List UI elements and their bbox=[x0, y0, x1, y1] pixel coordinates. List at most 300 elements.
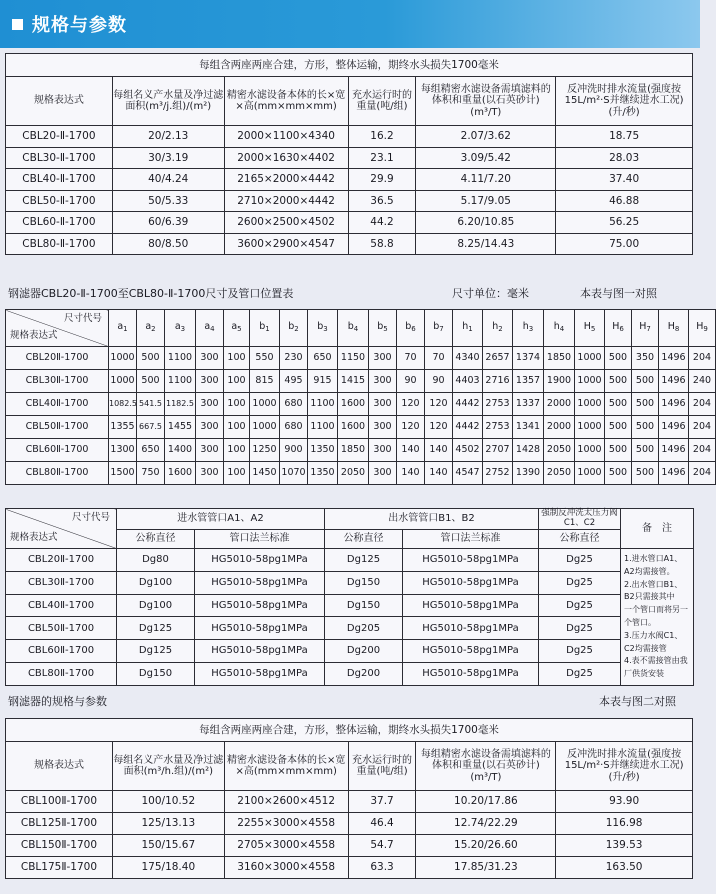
dims-col-header bbox=[224, 310, 250, 347]
remarks-note-line: 2.出水管口B1、B2只需接其中 bbox=[624, 579, 683, 602]
dims-col-header bbox=[397, 310, 425, 347]
dims-cell: 500 bbox=[632, 462, 659, 485]
spec1-cell: 2710×2000×4442 bbox=[224, 190, 348, 212]
pipes-cell: CBL20Ⅱ-1700 bbox=[6, 549, 117, 572]
spec1-cell: CBL20-Ⅱ-1700 bbox=[6, 126, 113, 148]
dims-cell: 1496 bbox=[659, 462, 689, 485]
dims-cell: 1000 bbox=[575, 393, 605, 416]
dims-cell: CBL80Ⅱ-1700 bbox=[6, 462, 109, 485]
spec1-cell: 40/4.24 bbox=[112, 169, 224, 191]
dims-cell: 1300 bbox=[109, 439, 137, 462]
spec2-row bbox=[6, 813, 693, 835]
dims-cell: 2752 bbox=[483, 462, 513, 485]
spec1-cell: 8.25/14.43 bbox=[416, 233, 556, 255]
dims-col-subscript: 6 bbox=[411, 325, 416, 334]
spec2-cell: 63.3 bbox=[348, 857, 416, 879]
dims-cell: 500 bbox=[605, 439, 632, 462]
spec2-caption: 钢滤器的规格与参数 bbox=[8, 695, 107, 708]
dims-cell: CBL30Ⅱ-1700 bbox=[6, 370, 109, 393]
spec-table-2-span: 每组含两座两座合建，方形，整体运输，期终水头损失1700毫米 bbox=[6, 719, 693, 742]
dims-cell: 4340 bbox=[453, 347, 483, 370]
dims-cell: 915 bbox=[308, 370, 338, 393]
dims-col-subscript: 1 bbox=[468, 325, 473, 334]
dims-col-subscript: 9 bbox=[703, 325, 708, 334]
spec2-row bbox=[6, 791, 693, 813]
pipes-cell: HG5010-58pg1MPa bbox=[403, 549, 539, 572]
dims-row bbox=[6, 347, 716, 370]
dims-cell: 1900 bbox=[544, 370, 575, 393]
pipes-cell: HG5010-58pg1MPa bbox=[403, 594, 539, 617]
dims-col-letter: H bbox=[696, 321, 704, 333]
dims-cell: 204 bbox=[689, 439, 716, 462]
spec2-cell: 2255×3000×4558 bbox=[224, 813, 348, 835]
dims-cell: 550 bbox=[250, 347, 280, 370]
dims-cell: 500 bbox=[632, 416, 659, 439]
dims-cell: 4502 bbox=[453, 439, 483, 462]
dims-cell: 1100 bbox=[308, 416, 338, 439]
dims-cell: 1150 bbox=[338, 347, 369, 370]
dims-caption: 钢滤器CBL20-Ⅱ-1700至CBL80-Ⅱ-1700尺寸及管口位置表 bbox=[8, 287, 294, 300]
spec2-cell: CBL100Ⅱ-1700 bbox=[6, 791, 113, 813]
spec2-cell: CBL125Ⅱ-1700 bbox=[6, 813, 113, 835]
outlet-header: 出水管管口B1、B2 bbox=[325, 509, 539, 530]
dims-cell: 1496 bbox=[659, 347, 689, 370]
pipes-cell: HG5010-58pg1MPa bbox=[195, 549, 325, 572]
dims-cell: 300 bbox=[196, 370, 224, 393]
pipes-cell: HG5010-58pg1MPa bbox=[195, 594, 325, 617]
pipes-cell: Dg205 bbox=[325, 617, 403, 640]
dims-col-subscript: 2 bbox=[498, 325, 503, 334]
spec2-header-cell: 每组名义产水量及净过滤面积(m³/h.组)/(m²) bbox=[112, 742, 224, 791]
backwash-header: 强制反冲洗太压力阀C1、C2 bbox=[539, 509, 621, 530]
dims-cell: 230 bbox=[280, 347, 308, 370]
dims-col-letter: a bbox=[231, 321, 238, 333]
dims-col-letter: H bbox=[583, 321, 591, 333]
dims-col-header bbox=[483, 310, 513, 347]
dims-cell: 1415 bbox=[338, 370, 369, 393]
spec1-header-cell: 精密水滤设备本体的长×宽×高(mm×mm×mm) bbox=[224, 77, 348, 126]
dims-table bbox=[5, 309, 716, 485]
spec2-cell: 116.98 bbox=[556, 813, 693, 835]
dims-col-subscript: 4 bbox=[353, 325, 359, 334]
dims-col-header bbox=[369, 310, 397, 347]
dims-cell: 2753 bbox=[483, 416, 513, 439]
inlet-nominal-header: 公称直径 bbox=[117, 530, 195, 549]
spec2-header-cell: 每组精密水滤设备需填滤料的体积和重量(以石英砂计)(m³/T) bbox=[416, 742, 556, 791]
dims-cell: 1455 bbox=[165, 416, 196, 439]
spec1-cell: 6.20/10.85 bbox=[416, 212, 556, 234]
dims-cell: 1000 bbox=[250, 393, 280, 416]
dims-cell: 300 bbox=[369, 347, 397, 370]
dims-col-subscript: 8 bbox=[674, 325, 680, 334]
dims-cell: 4442 bbox=[453, 416, 483, 439]
pipes-cell: CBL60Ⅱ-1700 bbox=[6, 640, 117, 663]
dims-cell: 1350 bbox=[308, 462, 338, 485]
dims-cell: 900 bbox=[280, 439, 308, 462]
spec1-cell: 2165×2000×4442 bbox=[224, 169, 348, 191]
inlet-header: 进水管管口A1、A2 bbox=[117, 509, 325, 530]
dims-cell: 100 bbox=[224, 439, 250, 462]
dims-cell: 1450 bbox=[250, 462, 280, 485]
spec1-cell: 29.9 bbox=[348, 169, 416, 191]
dims-col-letter: b bbox=[259, 321, 266, 333]
dims-cell: 300 bbox=[369, 439, 397, 462]
pipes-cell: Dg150 bbox=[325, 571, 403, 594]
dims-cell: 100 bbox=[224, 370, 250, 393]
pipes-cell: Dg25 bbox=[539, 571, 621, 594]
dims-cell: 1000 bbox=[575, 370, 605, 393]
dims-cell: 500 bbox=[605, 347, 632, 370]
dims-cell: 300 bbox=[369, 462, 397, 485]
dims-cell: 680 bbox=[280, 393, 308, 416]
spec1-header-cell: 充水运行时的重量(吨/组) bbox=[348, 77, 416, 126]
dims-col-subscript: 4 bbox=[559, 325, 565, 334]
dims-cell: 300 bbox=[196, 439, 224, 462]
dims-cell: 2000 bbox=[544, 393, 575, 416]
dims-cell: 204 bbox=[689, 393, 716, 416]
dims-cell: 90 bbox=[397, 370, 425, 393]
dims-col-subscript: 7 bbox=[439, 325, 444, 334]
dims-col-subscript: 6 bbox=[619, 325, 624, 334]
spec1-cell: 50/5.33 bbox=[112, 190, 224, 212]
dims-col-subscript: 3 bbox=[323, 325, 328, 334]
pipes-cell: Dg125 bbox=[117, 640, 195, 663]
dims-cell: 667.5 bbox=[137, 416, 165, 439]
pipes-cell: Dg125 bbox=[325, 549, 403, 572]
spec2-cell: 150/15.67 bbox=[112, 835, 224, 857]
spec1-row bbox=[6, 126, 693, 148]
dims-cell: 300 bbox=[369, 370, 397, 393]
spec1-cell: 2600×2500×4502 bbox=[224, 212, 348, 234]
dims-cell: 680 bbox=[280, 416, 308, 439]
dims-col-header bbox=[544, 310, 575, 347]
spec1-cell: 4.11/7.20 bbox=[416, 169, 556, 191]
spec2-cell: 175/18.40 bbox=[112, 857, 224, 879]
dims-unit-label: 尺寸单位：毫米 bbox=[452, 287, 529, 300]
spec2-cell: 125/13.13 bbox=[112, 813, 224, 835]
spec1-cell: CBL50-Ⅱ-1700 bbox=[6, 190, 113, 212]
dims-row bbox=[6, 462, 716, 485]
dims-cell: 1600 bbox=[165, 462, 196, 485]
dims-cell: 300 bbox=[369, 416, 397, 439]
dims-cell: 1000 bbox=[575, 347, 605, 370]
dims-col-header bbox=[137, 310, 165, 347]
dims-col-header bbox=[575, 310, 605, 347]
dims-cell: 1337 bbox=[513, 393, 544, 416]
section-title: 规格与参数 bbox=[32, 15, 127, 36]
dims-col-letter: H bbox=[667, 321, 675, 333]
spec1-row bbox=[6, 233, 693, 255]
remarks-notes bbox=[621, 549, 694, 686]
dims-cell: 2753 bbox=[483, 393, 513, 416]
dims-cell: 1082.5 bbox=[109, 393, 137, 416]
dims-cell: 500 bbox=[137, 347, 165, 370]
pipes-cell: Dg100 bbox=[117, 571, 195, 594]
dims-cell: 2716 bbox=[483, 370, 513, 393]
spec2-row bbox=[6, 857, 693, 879]
spec2-header-cell: 精密水滤设备本体的长×宽×高(mm×mm×mm) bbox=[224, 742, 348, 791]
spec2-cell: 3160×3000×4558 bbox=[224, 857, 348, 879]
dims-row bbox=[6, 393, 716, 416]
spec2-cell: CBL150Ⅱ-1700 bbox=[6, 835, 113, 857]
pipes-cell: Dg200 bbox=[325, 640, 403, 663]
dims-col-header bbox=[250, 310, 280, 347]
dims-col-letter: b bbox=[433, 321, 440, 333]
dims-cell: 500 bbox=[605, 370, 632, 393]
spec2-header-cell: 充水运行时的重量(吨/组) bbox=[348, 742, 416, 791]
spec1-cell: 18.75 bbox=[556, 126, 693, 148]
outlet-nominal-header: 公称直径 bbox=[325, 530, 403, 549]
spec1-cell: CBL40-Ⅱ-1700 bbox=[6, 169, 113, 191]
dims-cell: 1357 bbox=[513, 370, 544, 393]
dims-cell: 500 bbox=[137, 370, 165, 393]
spec2-cell: 139.53 bbox=[556, 835, 693, 857]
pipes-cell: Dg100 bbox=[117, 594, 195, 617]
spec1-cell: 44.2 bbox=[348, 212, 416, 234]
dims-cell: 500 bbox=[632, 439, 659, 462]
dims-cell: 1100 bbox=[308, 393, 338, 416]
spec1-cell: 60/6.39 bbox=[112, 212, 224, 234]
spec1-cell: 75.00 bbox=[556, 233, 693, 255]
spec1-cell: 3600×2900×4547 bbox=[224, 233, 348, 255]
spec2-cell: 93.90 bbox=[556, 791, 693, 813]
dims-col-header bbox=[196, 310, 224, 347]
spec1-cell: 2000×1100×4340 bbox=[224, 126, 348, 148]
dims-cell: 1600 bbox=[338, 416, 369, 439]
spec1-cell: 5.17/9.05 bbox=[416, 190, 556, 212]
spec2-reference: 本表与图二对照 bbox=[599, 695, 676, 708]
dims-col-header bbox=[689, 310, 716, 347]
dims-cell: 1000 bbox=[109, 347, 137, 370]
remarks-note-line: 4.表不需接管由我厂供货安装 bbox=[624, 656, 688, 679]
dims-col-subscript: 4 bbox=[210, 325, 215, 334]
dims-col-subscript: 5 bbox=[383, 325, 388, 334]
dims-cell: 650 bbox=[137, 439, 165, 462]
pipes-cell: CBL40Ⅱ-1700 bbox=[6, 594, 117, 617]
dims-cell: 2000 bbox=[544, 416, 575, 439]
spec1-cell: 46.88 bbox=[556, 190, 693, 212]
dims-col-letter: b bbox=[405, 321, 412, 333]
dims-cell: 1850 bbox=[338, 439, 369, 462]
dims-cell: 204 bbox=[689, 347, 716, 370]
pipes-cell: CBL50Ⅱ-1700 bbox=[6, 617, 117, 640]
dims-cell: 1496 bbox=[659, 439, 689, 462]
spec2-cell: 10.20/17.86 bbox=[416, 791, 556, 813]
spec1-cell: 80/8.50 bbox=[112, 233, 224, 255]
dims-cell: 100 bbox=[224, 393, 250, 416]
pipes-cell: HG5010-58pg1MPa bbox=[195, 663, 325, 686]
dims-cell: CBL60Ⅱ-1700 bbox=[6, 439, 109, 462]
spec1-cell: CBL30-Ⅱ-1700 bbox=[6, 147, 113, 169]
dims-col-header bbox=[338, 310, 369, 347]
spec2-cell: 15.20/26.60 bbox=[416, 835, 556, 857]
pipes-row bbox=[6, 571, 694, 594]
spec2-cell: 37.7 bbox=[348, 791, 416, 813]
dims-cell: 495 bbox=[280, 370, 308, 393]
pipes-corner-cell: 尺寸代号 规格表达式 bbox=[6, 509, 117, 549]
dims-col-letter: b bbox=[347, 321, 354, 333]
dims-row bbox=[6, 416, 716, 439]
dims-cell: 1496 bbox=[659, 393, 689, 416]
dims-col-subscript: 3 bbox=[180, 325, 186, 334]
dims-cell: 1390 bbox=[513, 462, 544, 485]
dims-cell: 300 bbox=[369, 393, 397, 416]
dims-cell: 2050 bbox=[338, 462, 369, 485]
dims-cell: 140 bbox=[425, 462, 453, 485]
pipes-cell: Dg25 bbox=[539, 663, 621, 686]
dims-cell: 100 bbox=[224, 462, 250, 485]
pipes-cell: HG5010-58pg1MPa bbox=[403, 617, 539, 640]
dims-cell: 120 bbox=[397, 393, 425, 416]
pipes-cell: HG5010-58pg1MPa bbox=[403, 571, 539, 594]
dims-cell: 1250 bbox=[250, 439, 280, 462]
dims-col-header bbox=[659, 310, 689, 347]
dims-cell: 120 bbox=[425, 393, 453, 416]
pipes-cell: Dg80 bbox=[117, 549, 195, 572]
dims-cell: CBL50Ⅱ-1700 bbox=[6, 416, 109, 439]
spec2-cell: 12.74/22.29 bbox=[416, 813, 556, 835]
dims-col-header bbox=[165, 310, 196, 347]
dims-cell: 4442 bbox=[453, 393, 483, 416]
pipes-row bbox=[6, 549, 694, 572]
dims-cell: 140 bbox=[397, 439, 425, 462]
outlet-flange-header: 管口法兰标准 bbox=[403, 530, 539, 549]
dims-row bbox=[6, 370, 716, 393]
dims-cell: 500 bbox=[632, 370, 659, 393]
dims-cell: 815 bbox=[250, 370, 280, 393]
dims-cell: 120 bbox=[425, 416, 453, 439]
spec1-cell: 58.8 bbox=[348, 233, 416, 255]
dims-cell: 204 bbox=[689, 462, 716, 485]
pipes-row bbox=[6, 617, 694, 640]
spec2-cell: 54.7 bbox=[348, 835, 416, 857]
dims-cell: 204 bbox=[689, 416, 716, 439]
dims-cell: 500 bbox=[632, 393, 659, 416]
pipes-cell: CBL30Ⅱ-1700 bbox=[6, 571, 117, 594]
spec-table-1 bbox=[5, 53, 693, 255]
pipes-cell: HG5010-58pg1MPa bbox=[195, 640, 325, 663]
pipes-cell: HG5010-58pg1MPa bbox=[195, 571, 325, 594]
dims-cell: 2657 bbox=[483, 347, 513, 370]
spec2-header-cell: 规格表达式 bbox=[6, 742, 113, 791]
dims-cell: 90 bbox=[425, 370, 453, 393]
spec1-row bbox=[6, 212, 693, 234]
dims-cell: 1374 bbox=[513, 347, 544, 370]
dims-col-letter: h bbox=[522, 321, 529, 333]
dims-cell: 140 bbox=[397, 462, 425, 485]
remarks-note-line: 一个管口而将另一个管口。 bbox=[624, 605, 689, 627]
dims-col-letter: H bbox=[612, 321, 620, 333]
dims-col-letter: a bbox=[174, 321, 181, 333]
dims-col-letter: b bbox=[288, 321, 295, 333]
spec1-header-cell: 反冲洗时排水流量(强度按15L/m²·S并继续进水工况)(升/秒) bbox=[556, 77, 693, 126]
spec2-cell: 2100×2600×4512 bbox=[224, 791, 348, 813]
dims-cell: 2050 bbox=[544, 462, 575, 485]
dims-col-header bbox=[425, 310, 453, 347]
spec1-cell: CBL80-Ⅱ-1700 bbox=[6, 233, 113, 255]
dims-cell: 500 bbox=[605, 393, 632, 416]
dims-cell: 140 bbox=[425, 439, 453, 462]
spec1-row bbox=[6, 169, 693, 191]
dims-col-subscript: 2 bbox=[151, 325, 156, 334]
spec1-cell: 28.03 bbox=[556, 147, 693, 169]
spec2-cell: CBL175Ⅱ-1700 bbox=[6, 857, 113, 879]
dims-col-header bbox=[513, 310, 544, 347]
spec1-cell: 56.25 bbox=[556, 212, 693, 234]
dims-cell: 4547 bbox=[453, 462, 483, 485]
pipes-cell: Dg200 bbox=[325, 663, 403, 686]
spec1-cell: 36.5 bbox=[348, 190, 416, 212]
spec1-cell: 20/2.13 bbox=[112, 126, 224, 148]
dims-cell: 70 bbox=[425, 347, 453, 370]
dims-cell: CBL40Ⅱ-1700 bbox=[6, 393, 109, 416]
dims-cell: 4403 bbox=[453, 370, 483, 393]
dims-cell: 1428 bbox=[513, 439, 544, 462]
spec2-header-cell: 反冲洗时排水流量(强度按15L/m²·S并继续进水工况)(升/秒) bbox=[556, 742, 693, 791]
pipes-cell: CBL80Ⅱ-1700 bbox=[6, 663, 117, 686]
pipes-cell: HG5010-58pg1MPa bbox=[195, 617, 325, 640]
dims-cell: 500 bbox=[605, 416, 632, 439]
dims-col-letter: a bbox=[145, 321, 152, 333]
spec1-row bbox=[6, 190, 693, 212]
dims-col-header bbox=[632, 310, 659, 347]
spec1-cell: 37.40 bbox=[556, 169, 693, 191]
pipes-cell: Dg25 bbox=[539, 617, 621, 640]
dims-cell: 300 bbox=[196, 347, 224, 370]
dims-cell: 300 bbox=[196, 393, 224, 416]
pipes-row bbox=[6, 640, 694, 663]
dims-col-header bbox=[109, 310, 137, 347]
dims-cell: 500 bbox=[605, 462, 632, 485]
spec-table-2 bbox=[5, 718, 693, 879]
dims-cell: 300 bbox=[196, 462, 224, 485]
dims-cell: 70 bbox=[397, 347, 425, 370]
dims-cell: 650 bbox=[308, 347, 338, 370]
section-header bbox=[0, 0, 700, 48]
dims-cell: CBL20Ⅱ-1700 bbox=[6, 347, 109, 370]
dims-cell: 1341 bbox=[513, 416, 544, 439]
dims-cell: 1182.5 bbox=[165, 393, 196, 416]
dims-col-letter: b bbox=[317, 321, 324, 333]
remarks-note-line: 1.进水管口A1、A2均需接管。 bbox=[624, 554, 683, 576]
spec1-cell: 2.07/3.62 bbox=[416, 126, 556, 148]
spec1-cell: 30/3.19 bbox=[112, 147, 224, 169]
dims-cell: 240 bbox=[689, 370, 716, 393]
dims-cell: 300 bbox=[196, 416, 224, 439]
spec2-cell: 2705×3000×4558 bbox=[224, 835, 348, 857]
backwash-nominal-header: 公称直径 bbox=[539, 530, 621, 549]
dims-col-letter: a bbox=[204, 321, 211, 333]
pipes-cell: HG5010-58pg1MPa bbox=[403, 640, 539, 663]
dims-col-subscript: 5 bbox=[590, 325, 596, 334]
dims-cell: 2050 bbox=[544, 439, 575, 462]
dims-cell: 1350 bbox=[308, 439, 338, 462]
spec1-cell: 23.1 bbox=[348, 147, 416, 169]
dims-row bbox=[6, 439, 716, 462]
dims-cell: 350 bbox=[632, 347, 659, 370]
pipes-cell: Dg25 bbox=[539, 549, 621, 572]
dims-cell: 1100 bbox=[165, 347, 196, 370]
dims-cell: 1000 bbox=[575, 416, 605, 439]
spec1-cell: CBL60-Ⅱ-1700 bbox=[6, 212, 113, 234]
spec1-header-cell: 每组精密水滤设备需填滤料的体积和重量(以石英砂计)(m³/T) bbox=[416, 77, 556, 126]
square-bullet-icon bbox=[12, 19, 23, 30]
spec2-cell: 100/10.52 bbox=[112, 791, 224, 813]
dims-cell: 1400 bbox=[165, 439, 196, 462]
pipes-cell: HG5010-58pg1MPa bbox=[403, 663, 539, 686]
dims-col-subscript: 1 bbox=[123, 325, 128, 334]
pipes-cell: Dg150 bbox=[117, 663, 195, 686]
